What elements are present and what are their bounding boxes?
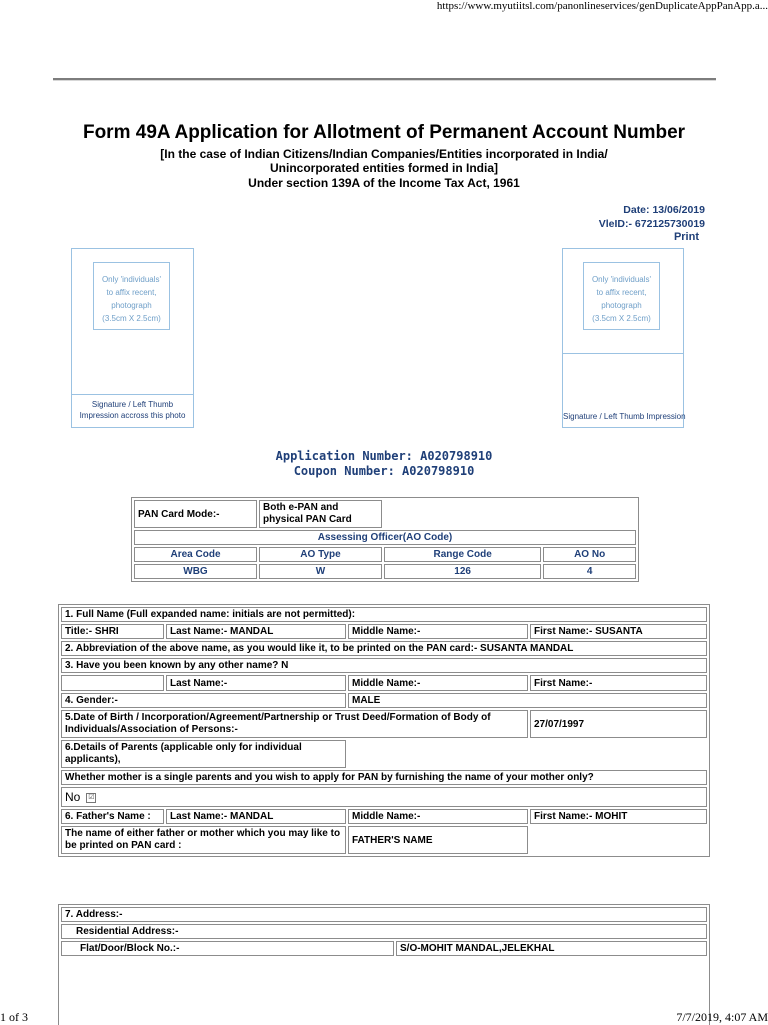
photo-text: to affix recent, xyxy=(106,288,157,297)
print-timestamp: 7/7/2019, 4:07 AM xyxy=(676,1010,768,1024)
print-name-value: FATHER'S NAME xyxy=(348,826,528,854)
empty-cell xyxy=(530,826,707,854)
photo-box-left xyxy=(71,248,194,428)
photo-text: to affix recent, xyxy=(596,288,647,297)
father-middle-name: Middle Name:- xyxy=(348,809,528,824)
photo-text: Only 'individuals' xyxy=(101,275,162,284)
applicant-details-table xyxy=(58,604,710,857)
father-label: 6. Father's Name : xyxy=(61,809,164,824)
dob-label: 5.Date of Birth / Incorporation/Agreement/Partnership or Trust Deed/Formation of Body of Individuals/Association of Persons:- xyxy=(61,710,528,738)
ao-value: 126 xyxy=(384,564,541,579)
caption-line: Signature / Left Thumb xyxy=(91,400,174,409)
mother-answer-text: No xyxy=(65,790,81,804)
flat-label: Flat/Door/Block No.:- xyxy=(61,941,394,956)
residential-label: Residential Address:- xyxy=(61,924,707,939)
middle-name-field: Middle Name:- xyxy=(348,624,528,639)
empty-cell xyxy=(348,740,707,768)
subtitle-line: [In the case of Indian Citizens/Indian Companies/Entities incorporated in India/ xyxy=(160,147,608,161)
checkbox-icon[interactable]: ☑ xyxy=(88,793,95,801)
vle-id: VleID:- 672125730019 xyxy=(598,218,705,230)
q2-label: 2. Abbreviation of the above name, as you would like it, to be printed on the PAN card:- SUSANTA MANDAL xyxy=(61,641,707,656)
ao-col-header: Area Code xyxy=(134,547,257,562)
address-label: 7. Address:- xyxy=(61,907,707,922)
application-number: Application Number: A020798910 xyxy=(275,449,493,463)
ao-col-header: Range Code xyxy=(384,547,541,562)
ao-col-header: AO Type xyxy=(259,547,382,562)
print-link[interactable]: Print xyxy=(673,231,699,243)
address-table xyxy=(58,904,710,1025)
q3-label: 3. Have you been known by any other name? N xyxy=(61,658,707,673)
photo-placeholder xyxy=(93,262,170,330)
title-field: Title:- SHRI xyxy=(61,624,164,639)
photo-text: photograph xyxy=(111,301,152,310)
q1-label: 1. Full Name (Full expanded name: initials are not permitted): xyxy=(61,607,707,622)
ao-col-header: AO No xyxy=(543,547,636,562)
mother-answer xyxy=(61,787,707,807)
other-middle-name: Middle Name:- xyxy=(348,675,528,691)
ao-value: W xyxy=(259,564,382,579)
father-first-name: First Name:- MOHIT xyxy=(530,809,707,824)
ao-value: 4 xyxy=(543,564,636,579)
divider xyxy=(53,78,716,81)
pan-mode-label: PAN Card Mode:- xyxy=(134,500,257,528)
photo-divider xyxy=(72,394,193,395)
photo-text: photograph xyxy=(601,301,642,310)
gender-label: 4. Gender:- xyxy=(61,693,346,708)
photo-caption xyxy=(72,399,193,421)
dob-value: 27/07/1997 xyxy=(530,710,707,738)
ao-header: Assessing Officer(AO Code) xyxy=(134,530,636,545)
pan-mode-table xyxy=(131,497,639,582)
other-first-name: First Name:- xyxy=(530,675,707,691)
empty-cell xyxy=(61,675,164,691)
page-title: Form 49A Application for Allotment of Permanent Account Number xyxy=(82,122,686,143)
print-name-label: The name of either father or mother which you may like to be printed on PAN card : xyxy=(61,826,346,854)
subtitle-line: Unincorporated entities formed in India] xyxy=(269,161,499,175)
photo-text: (3.5cm X 2.5cm) xyxy=(592,314,651,323)
first-name-field: First Name:- SUSANTA xyxy=(530,624,707,639)
flat-value: S/O-MOHIT MANDAL,JELEKHAL xyxy=(396,941,707,956)
subtitle-line: Under section 139A of the Income Tax Act, 1961 xyxy=(248,176,520,190)
caption-line: Impression accross this photo xyxy=(79,411,186,420)
last-name-field: Last Name:- MANDAL xyxy=(166,624,346,639)
photo-text: (3.5cm X 2.5cm) xyxy=(102,314,161,323)
mother-question: Whether mother is a single parents and you wish to apply for PAN by furnishing the name of your mother only? xyxy=(61,770,707,785)
photo-text: Only 'individuals' xyxy=(591,275,652,284)
parents-label: 6.Details of Parents (applicable only for individual applicants), xyxy=(61,740,346,768)
father-last-name: Last Name:- MANDAL xyxy=(166,809,346,824)
empty-cell xyxy=(384,500,636,528)
other-last-name: Last Name:- xyxy=(166,675,346,691)
pan-mode-value: Both e-PAN and physical PAN Card xyxy=(259,500,382,528)
photo-caption: Signature / Left Thumb Impression xyxy=(563,412,686,421)
photo-divider xyxy=(563,353,683,354)
coupon-number: Coupon Number: A020798910 xyxy=(293,464,475,478)
ao-value: WBG xyxy=(134,564,257,579)
photo-placeholder xyxy=(583,262,660,330)
photo-box-right xyxy=(562,248,684,428)
date-label: Date: 13/06/2019 xyxy=(623,204,705,216)
gender-value: MALE xyxy=(348,693,707,708)
page-counter: 1 of 3 xyxy=(0,1010,28,1024)
browser-url: https://www.myutiitsl.com/panonlineservices/genDuplicateAppPanApp.a... xyxy=(436,0,768,12)
